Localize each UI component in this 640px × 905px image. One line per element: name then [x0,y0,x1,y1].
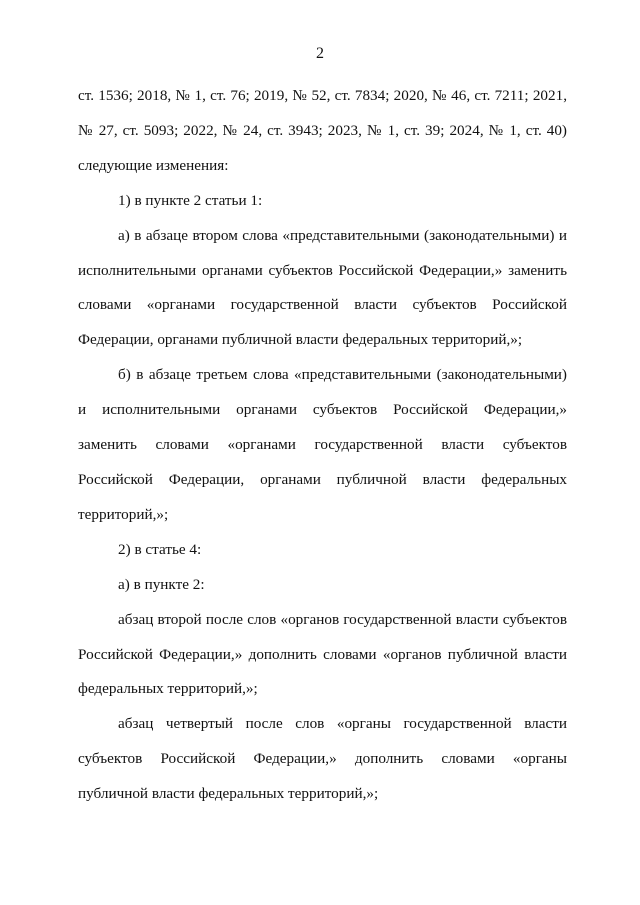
paragraph-item-1b: б) в абзаце третьем слова «представительными (законодательными) и исполнительными органами субъектов Российской Федерации,» заменить словами «органами государственной власти субъектов Российской Федерации, органами публичной власти федеральных территорий,»; [78,366,567,523]
paragraph-abzac-vtoroy: абзац второй после слов «органов государственной власти субъектов Российской Федерации,» дополнить словами «органов публичной власти федеральных территорий,»; [78,610,567,698]
paragraph-item-1: 1) в пункте 2 статьи 1: [118,191,263,209]
paragraph-item-2a: а) в пункте 2: [118,575,205,593]
document-body [78,79,567,812]
paragraph-item-1a: а) в абзаце втором слова «представительными (законодательными) и исполнительными органами субъектов Российской Федерации,» заменить словами «органами государственной власти субъектов Российской Федерации, органами публичной власти федеральных территорий,»; [78,226,567,349]
page-number: 2 [316,45,324,62]
paragraph-abzac-chetvertyy: абзац четвертый после слов «органы государственной власти субъектов Российской Федерации,» дополнить словами «органы публичной власти федеральных территорий,»; [78,715,567,803]
paragraph-continuation: ст. 1536; 2018, № 1, ст. 76; 2019, № 52, ст. 7834; 2020, № 46, ст. 7211; 2021, № 27, ст. 5093; 2022, № 24, ст. 3943; 2023, № 1, ст. 39; 2024, № 1, ст. 40) следующие изменения: [78,87,567,174]
paragraph-item-2: 2) в статье 4: [118,540,202,558]
